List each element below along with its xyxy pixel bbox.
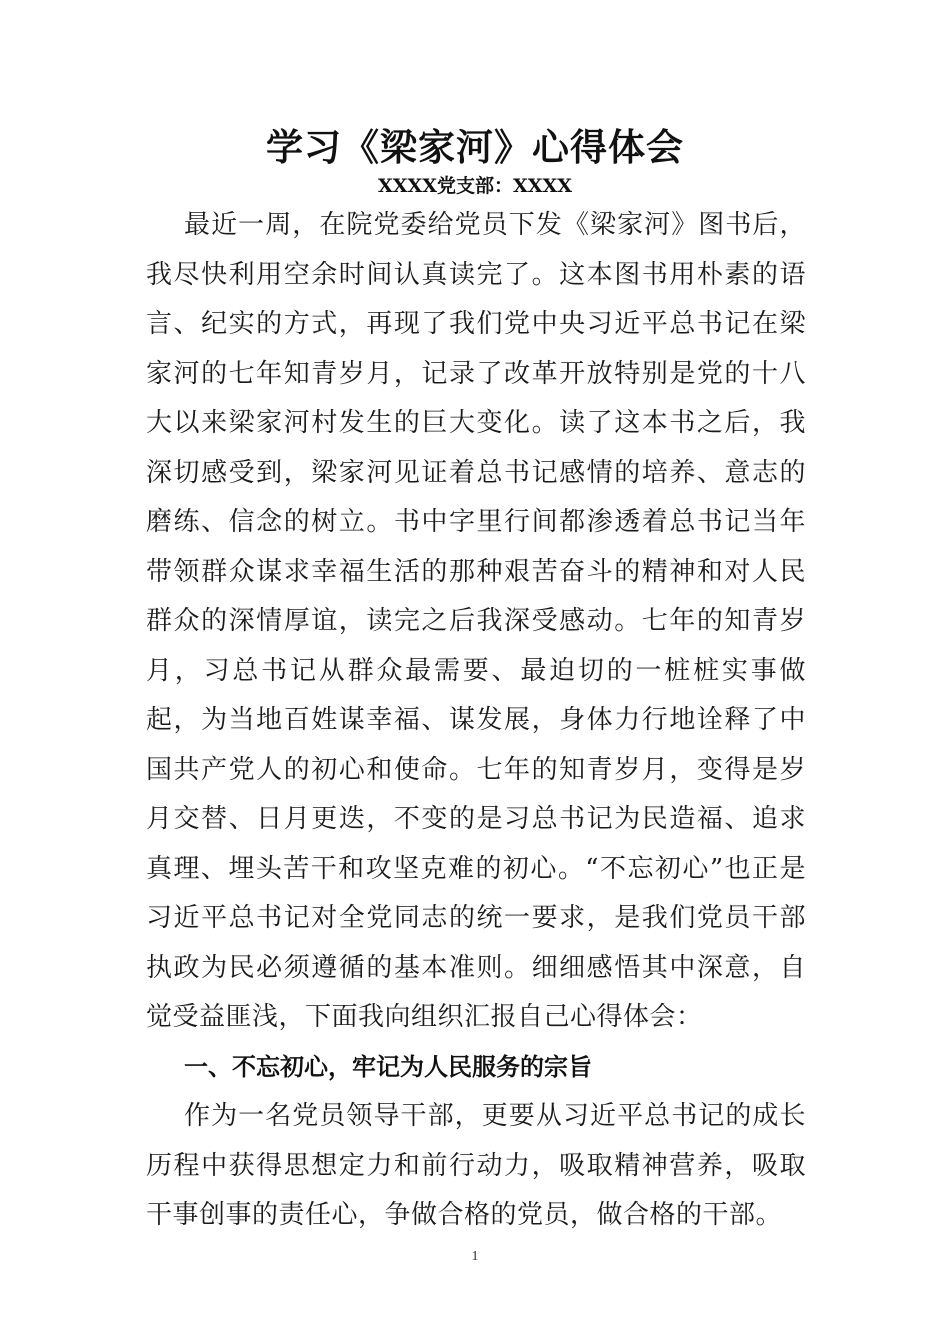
- intro-paragraph: 最近一周，在院党委给党员下发《梁家河》图书后，我尽快利用空余时间认真读完了。这本图书用朴素的语言、纪实的方式，再现了我们党中央习近平总书记在梁家河的七年知青岁月，记录了改革开放特别是党的十八大以来梁家河村发生的巨大变化。读了这本书之后，我深切感受到，梁家河见证着总书记感情的培养、意志的磨练、信念的树立。书中字里行间都渗透着总书记当年带领群众谋求幸福生活的那种艰苦奋斗的精神和对人民群众的深情厚谊，读完之后我深受感动。七年的知青岁月，习总书记从群众最需要、最迫切的一桩桩实事做起，为当地百姓谋幸福、谋发展，身体力行地诠释了中国共产党人的初心和使命。七年的知青岁月，变得是岁月交替、日月更迭，不变的是习总书记为民造福、追求真理、埋头苦干和攻坚克难的初心。“不忘初心”也正是习近平总书记对全党同志的统一要求，是我们党员干部执政为民必须遵循的基本准则。细细感悟其中深意，自觉受益匪浅，下面我向组织汇报自己心得体会：: [146, 210, 806, 1032]
- author-line: XXXX党支部：XXXX: [378, 175, 572, 197]
- section-paragraph: 作为一名党员领导干部，更要从习近平总书记的成长历程中获得思想定力和前行动力，吸取精神营养，吸取干事创事的责任心，争做合格的党员，做合格的干部。: [146, 1101, 806, 1230]
- document-body: [146, 201, 806, 1241]
- document-title: 学习《梁家河》心得体会: [266, 126, 684, 169]
- section-heading: 一、不忘初心，牢记为人民服务的宗旨: [184, 1052, 592, 1081]
- page-number: 1: [471, 1249, 479, 1264]
